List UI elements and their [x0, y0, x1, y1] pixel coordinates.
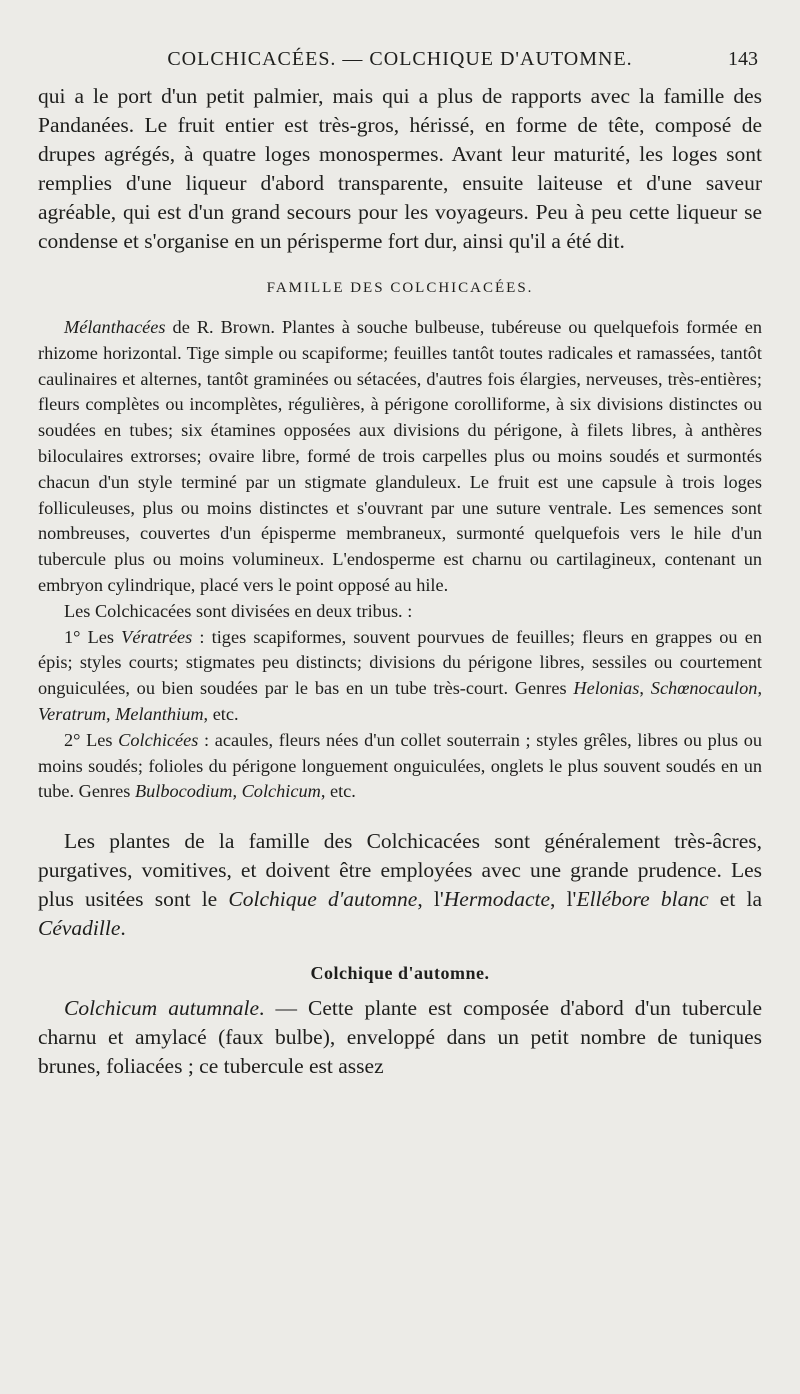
usage-text: Les plantes de la famille des Colchicacées sont généralement très-âcres, purgatives, vomitives, et doivent être employées avec une grande prudence. Les plus usitées sont le	[38, 829, 762, 912]
separator: ,	[639, 678, 651, 699]
running-head	[38, 48, 762, 82]
separator: , l'	[550, 887, 577, 912]
tribe-text: : acaules, fleurs nées d'un collet souterrain ; styles grêles, libres ou plus ou moins soudés; folioles du périgone longuement onguiculées, onglets le plus souvent soudés en un tube. Genres	[38, 729, 762, 802]
colchique-text: . — Cette plante est composée d'abord d'un tubercule charnu et amylacé (faux bulbe), enveloppé dans un petit nombre de tuniques brunes, foliacées ; ce tubercule est assez	[38, 996, 762, 1079]
colchique-paragraph	[38, 994, 762, 1081]
tribe-end: , etc.	[320, 781, 356, 802]
genus-name: Melanthium	[115, 703, 204, 724]
plant-name: Colchique d'automne	[228, 887, 418, 912]
tribe-name: Colchicées	[118, 729, 199, 750]
separator: ,	[232, 781, 242, 802]
tribe-text: : tiges scapiformes, souvent pourvues de feuilles; fleurs en grappes ou en épis; styles courts; stigmates peu distincts; divisions du périgone libres, sessiles ou courtement onguiculées, ou bien soudées par le bas en un tube très-court. Genres	[38, 626, 762, 699]
intro-paragraph: qui a le port d'un petit palmier, mais qui a plus de rapports avec la famille des Pandanées. Le fruit entier est très-gros, hérissé, en forme de tête, composé de drupes agrégés, à quatre loges monospermes. Avant leur maturité, les loges sont remplies d'une liqueur d'abord transparente, ensuite laiteuse et d'une saveur agréable, qui est d'un grand secours pour les voyageurs. Peu à peu cette liqueur se condense et s'organise en un périsperme fort dur, ainsi qu'il a été dit.	[38, 84, 762, 253]
usage-paragraph	[38, 827, 762, 943]
plant-name: Ellébore blanc	[576, 887, 709, 912]
tribe-name: Vératrées	[121, 626, 193, 647]
page-number: 143	[728, 48, 758, 70]
tribe-veratrees	[38, 625, 762, 728]
colchique-heading: Colchique d'automne.	[310, 963, 490, 984]
plant-name: Hermodacte	[443, 887, 551, 912]
separator: , l'	[417, 887, 444, 912]
genus-name: Schœnocaulon	[650, 678, 758, 699]
tribe-number: 2° Les	[64, 729, 119, 750]
separator: et la	[708, 887, 762, 912]
genus-name: Bulbocodium	[134, 781, 233, 802]
family-description-text: de R. Brown. Plantes à souche bulbeuse, tubéreuse ou quelquefois formée en rhizome horizontal. Tige simple ou scapiforme; feuilles tantôt toutes radicales et ramassées, tantôt caulinaires et alternes, tantôt graminées ou sétacées, d'autres fois élargies, nerveuses, très-entières; fleurs complètes ou incomplètes, régulières, à périgone corolliforme, à six divisions distinctes ou soudées en tubes; six étamines opposées aux divisions du périgone, à filets libres, à anthères biloculaires extrorses; ovaire libre, formé de trois carpelles plus ou moins soudés et surmontés chacun d'un style terminé par un stigmate glanduleux. Le fruit est une capsule à trois loges folliculeuses, plus ou moins distinctes et s'ouvrant par une suture ventrale. Les semences sont nombreuses, couvertes d'un épisperme membraneux, surmonté quelquefois vers le hile d'un tubercule plus ou moins volumineux. L'endosperme est charnu ou cartilagineux, contenant un embryon cylindrique, placé vers le point opposé au hile.	[38, 317, 762, 595]
genus-name: Helonias	[573, 678, 640, 699]
tribe-number: 1° Les	[64, 626, 122, 647]
family-heading: FAMILLE DES COLCHICACÉES.	[266, 280, 534, 296]
tribe-colchicees	[38, 728, 762, 805]
tribe-end: , etc.	[203, 703, 239, 724]
genus-name: Colchicum	[241, 781, 321, 802]
separator: ,	[106, 703, 116, 724]
genus-name: Veratrum	[38, 703, 107, 724]
family-name: Mélanthacées	[64, 317, 166, 337]
plant-name: Cévadille	[38, 916, 121, 941]
separator: ,	[757, 678, 763, 699]
tribes-intro: Les Colchicacées sont divisées en deux tribus. :	[64, 600, 413, 621]
running-title: COLCHICACÉES. — COLCHIQUE D'AUTOMNE.	[167, 48, 633, 70]
species-name: Colchicum autumnale	[64, 996, 259, 1021]
usage-end: .	[120, 916, 126, 941]
family-description	[38, 315, 762, 599]
